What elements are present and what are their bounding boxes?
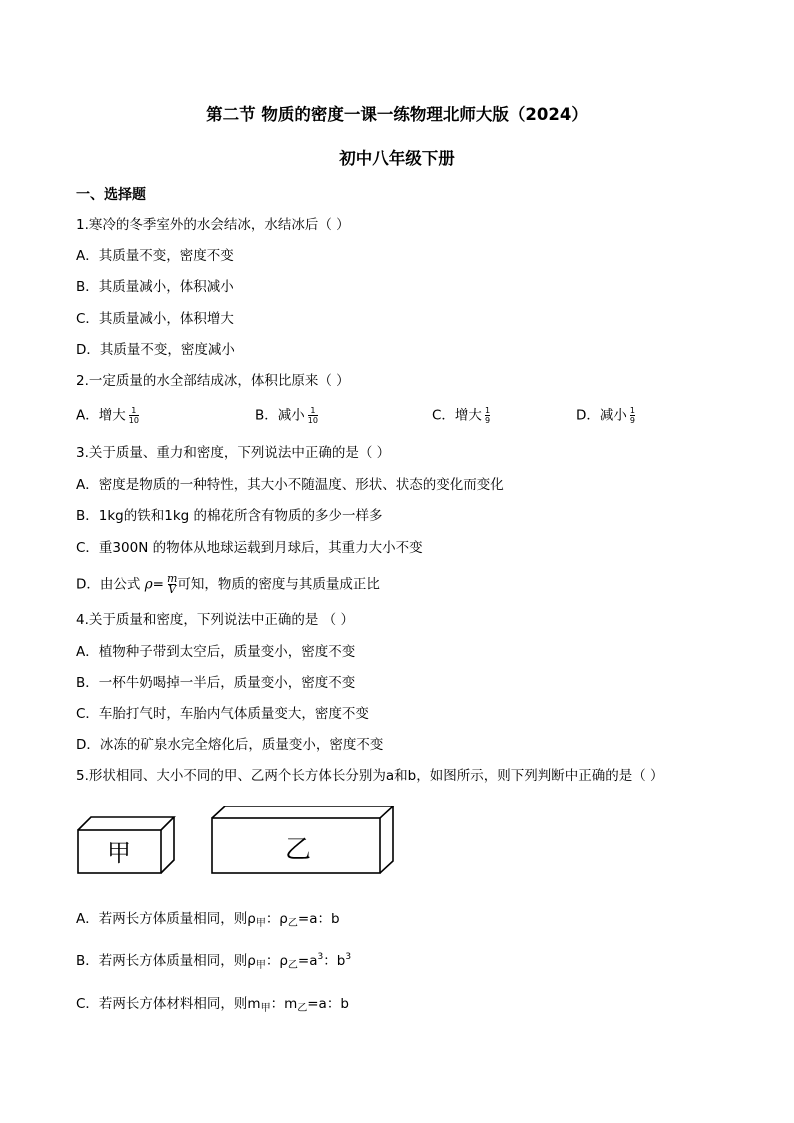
section-heading: 一、选择题 — [76, 187, 146, 203]
fraction-denominator: 10 — [128, 416, 139, 425]
subscript-yi: 乙 — [297, 1003, 308, 1014]
option-text: D．减小 — [576, 407, 627, 424]
option-text: C．增大 — [432, 407, 482, 424]
question-3-option-b: B．1kg的铁和1kg 的棉花所含有物质的多少一样多 — [76, 508, 383, 524]
question-3-stem: 3.关于质量、重力和密度，下列说法中正确的是（ ） — [76, 445, 391, 461]
question-1-option-a: A．其质量不变，密度不变 — [76, 248, 234, 264]
question-5-option-b — [76, 952, 351, 972]
fraction-numerator: 1 — [629, 406, 635, 415]
question-3-option-c: C．重300N 的物体从地球运载到月球后，其重力大小不变 — [76, 540, 423, 556]
question-4-option-d: D．冰冻的矿泉水完全熔化后，质量变小，密度不变 — [76, 737, 384, 753]
fraction — [485, 406, 490, 425]
question-5-option-c — [76, 995, 349, 1015]
cuboid-figure — [70, 806, 415, 878]
ratio-b: ：b — [323, 953, 346, 969]
cuboid-yi-label: 乙 — [284, 835, 312, 865]
question-1-option-d: D．其质量不变，密度减小 — [76, 342, 235, 358]
question-4-stem: 4.关于质量和密度，下列说法中正确的是 （ ） — [76, 612, 354, 628]
subscript-yi: 乙 — [287, 918, 298, 929]
exponent: 3 — [317, 952, 324, 962]
question-4-option-a: A．植物种子带到太空后，质量变小，密度不变 — [76, 644, 356, 660]
fraction-denominator: 10 — [307, 416, 318, 425]
question-3-option-a: A．密度是物质的一种特性，其大小不随温度、形状、状态的变化而变化 — [76, 477, 504, 493]
option-text: A．增大 — [76, 407, 126, 424]
question-4-option-c: C．车胎打气时，车胎内气体质量变大，密度不变 — [76, 706, 369, 722]
fraction-numerator: 1 — [484, 406, 491, 415]
fraction-numerator: 1 — [131, 406, 137, 415]
question-1-stem: 1.寒冷的冬季室外的水会结冰，水结冰后（ ） — [76, 217, 350, 233]
fraction — [308, 406, 318, 425]
ratio-colon: ：ρ — [265, 953, 288, 969]
page-subtitle: 初中八年级下册 — [339, 149, 455, 168]
question-3-option-d — [76, 574, 380, 595]
option-text: B．若两长方体质量相同，则ρ — [76, 953, 256, 969]
question-4-option-b: B．一杯牛奶喝掉一半后，质量变小，密度不变 — [76, 675, 356, 691]
question-5-option-a — [76, 910, 340, 930]
question-2-option-a — [76, 406, 139, 425]
subscript-jia: 甲 — [260, 1003, 271, 1014]
ratio-a: =a — [297, 953, 318, 969]
exponent: 3 — [345, 952, 352, 962]
question-5-stem: 5.形状相同、大小不同的甲、乙两个长方体长分别为a和b，如图所示，则下列判断中正确的是（ ） — [76, 768, 664, 784]
option-text: D．由公式 — [76, 576, 141, 593]
cuboid-jia-label: 甲 — [107, 839, 131, 867]
question-1-option-b: B．其质量减小，体积减小 — [76, 279, 234, 295]
option-text: A．若两长方体质量相同，则ρ — [76, 911, 256, 927]
ratio-colon: ：m — [270, 996, 298, 1012]
subscript-yi: 乙 — [287, 960, 298, 971]
ratio-result: =a：b — [297, 911, 340, 927]
option-text: B．减小 — [255, 407, 305, 424]
fraction — [630, 406, 635, 425]
subscript-jia: 甲 — [255, 918, 266, 929]
ratio-result: =a：b — [307, 996, 349, 1012]
formula-equals: = — [152, 576, 164, 593]
formula-numerator: m — [166, 572, 178, 585]
page-title: 第二节 物质的密度一课一练物理北师大版（2024） — [206, 105, 588, 124]
subscript-jia: 甲 — [255, 960, 266, 971]
question-1-option-c: C．其质量减小，体积增大 — [76, 311, 234, 327]
fraction — [129, 406, 139, 425]
fraction-numerator: 1 — [310, 406, 316, 415]
formula-fraction — [167, 574, 177, 595]
question-2-option-c — [432, 406, 490, 425]
fraction-denominator: 9 — [629, 416, 635, 425]
formula-rho: ρ — [144, 576, 153, 593]
question-2-stem: 2.一定质量的水全部结成冰，体积比原来（ ） — [76, 373, 350, 389]
question-2-option-b — [255, 406, 318, 425]
formula-denominator: V — [168, 583, 177, 596]
question-2-option-d — [576, 406, 635, 425]
option-text: C．若两长方体材料相同，则m — [76, 996, 261, 1012]
fraction-denominator: 9 — [484, 416, 491, 425]
ratio-colon: ：ρ — [265, 911, 288, 927]
option-text-suffix: 可知，物质的密度与其质量成正比 — [177, 576, 380, 593]
